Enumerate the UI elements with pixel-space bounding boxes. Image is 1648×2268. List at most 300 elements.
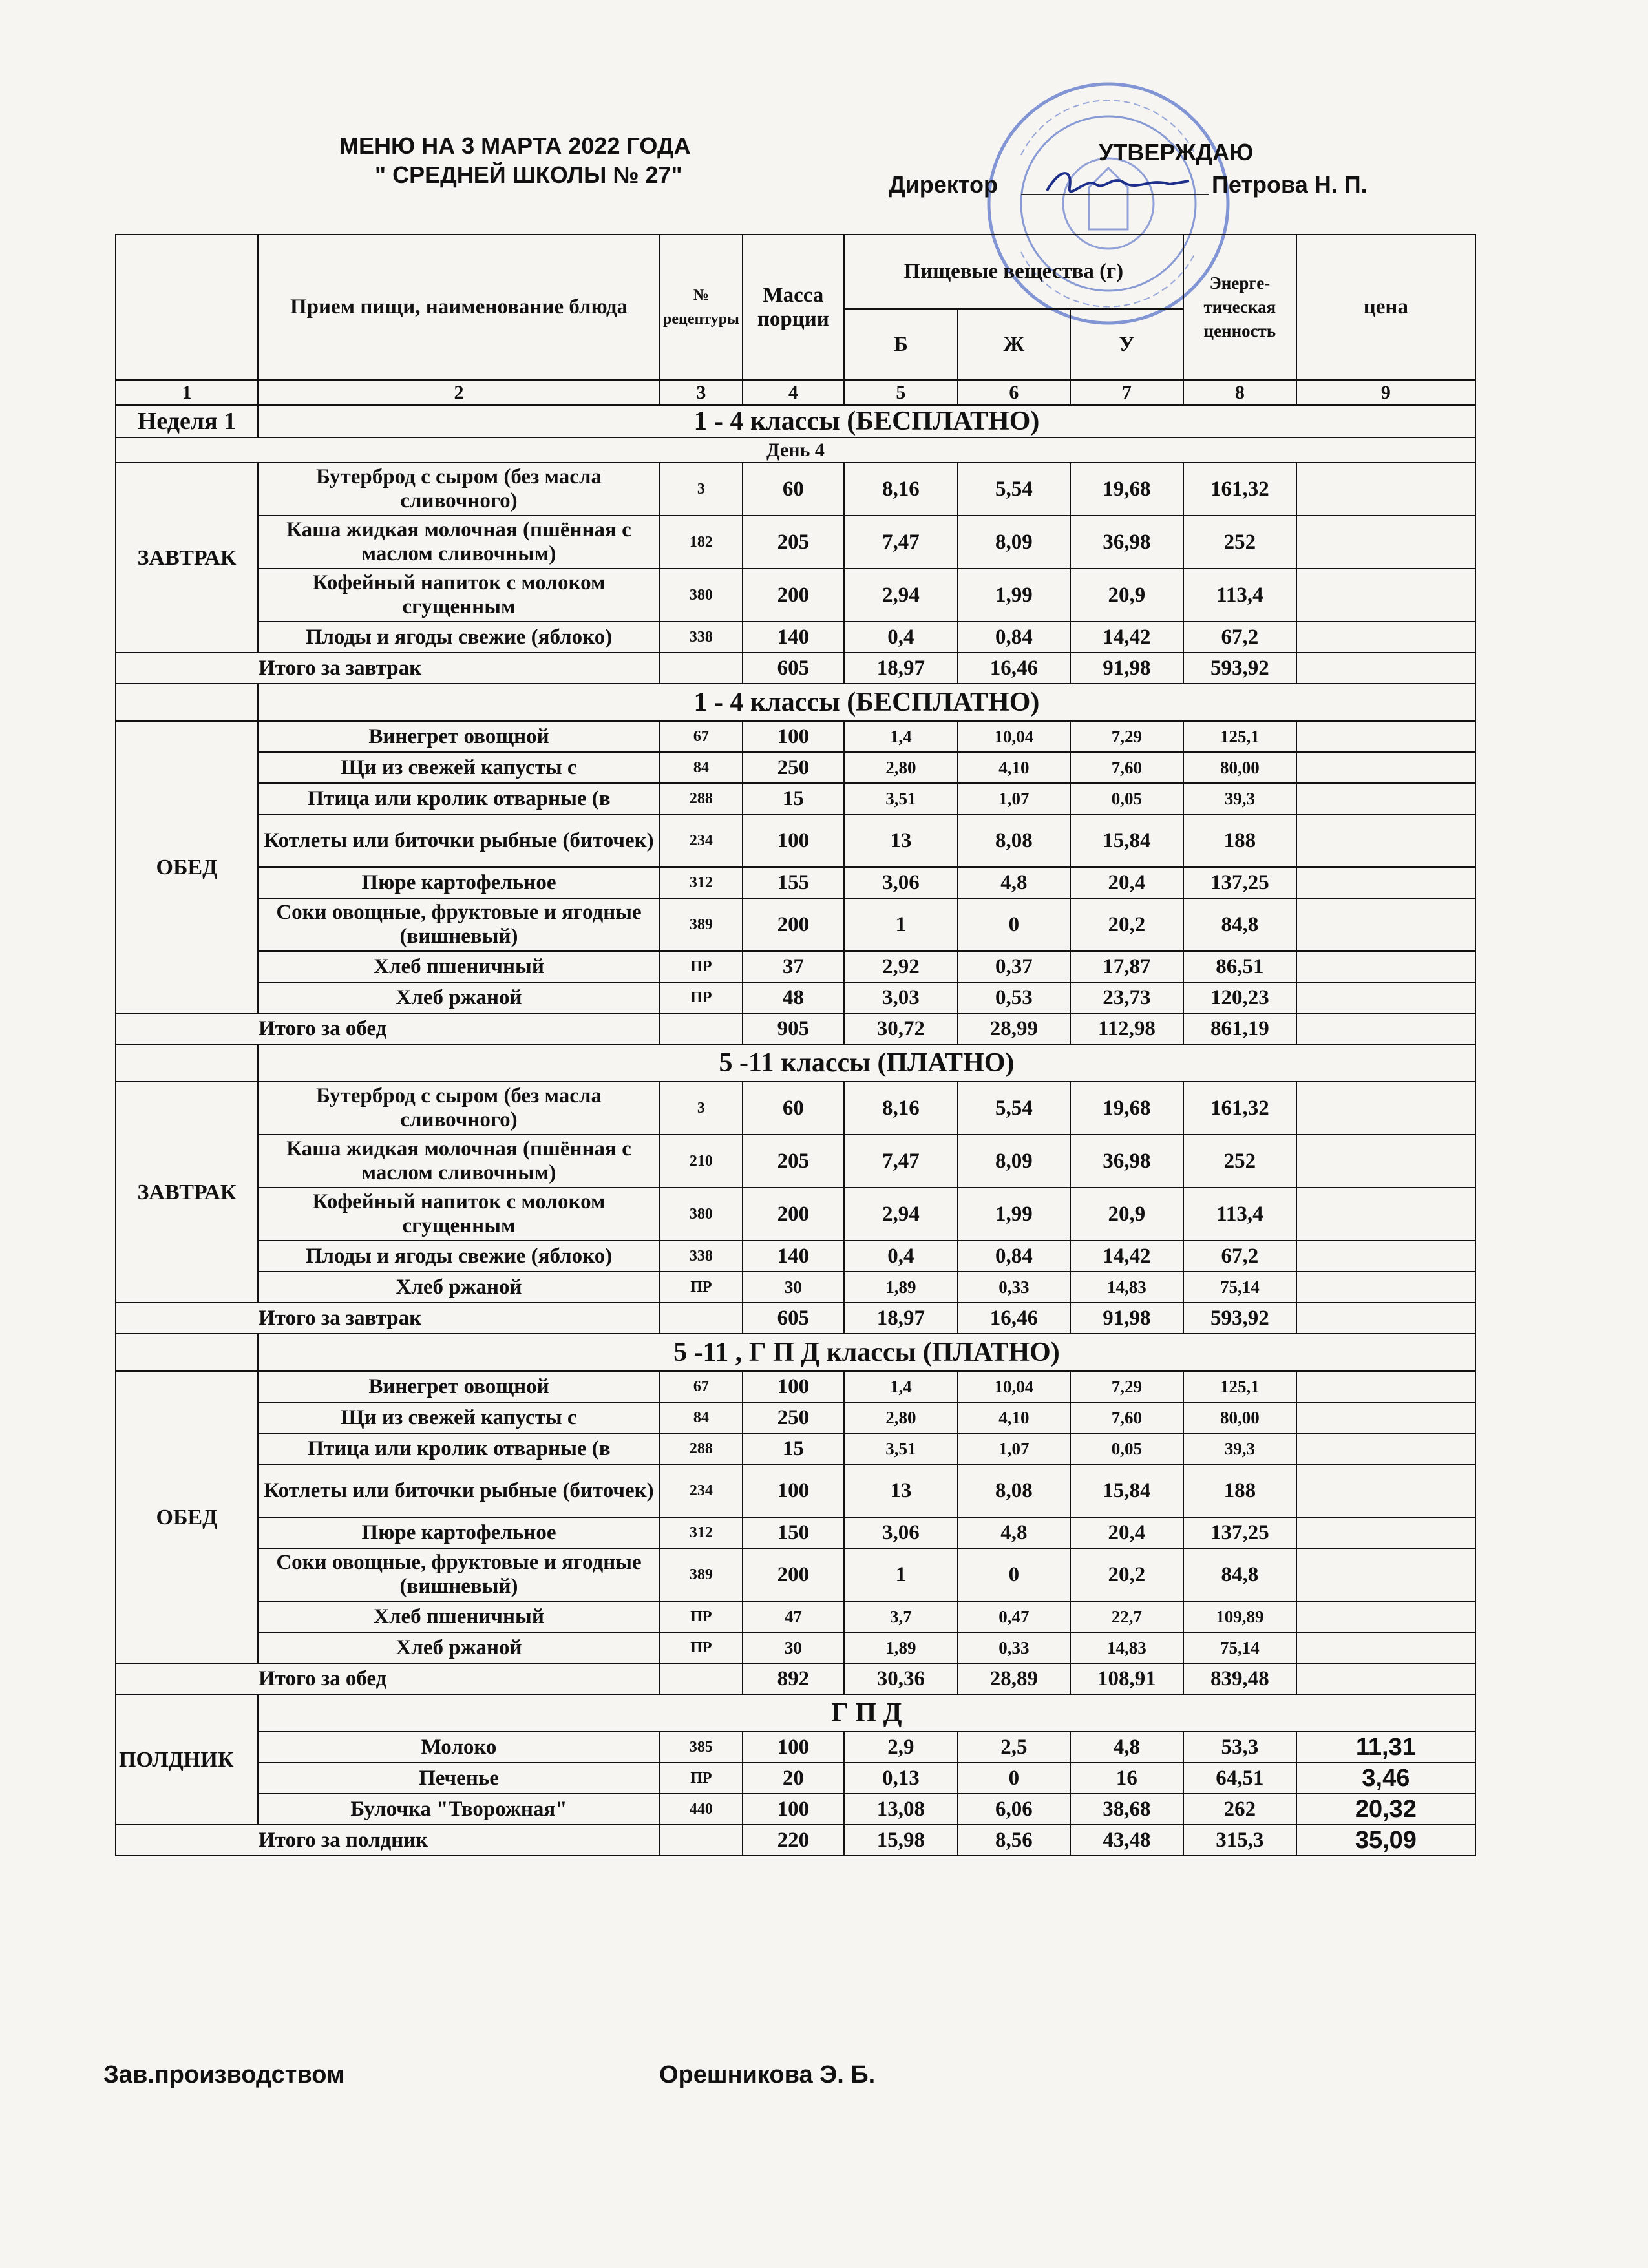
protein-value: 0,13 — [844, 1763, 958, 1794]
dish-mass: 100 — [743, 1371, 844, 1402]
dish-mass: 140 — [743, 622, 844, 653]
fat-value: 10,04 — [958, 1371, 1070, 1402]
fat-value: 1,07 — [958, 783, 1070, 814]
recipe-number: ПР — [660, 1601, 743, 1632]
dish-mass: 15 — [743, 783, 844, 814]
section-title: 5 -11 , Г П Д классы (ПЛАТНО) — [258, 1334, 1475, 1371]
price-value: 20,32 — [1296, 1794, 1475, 1825]
fat-value: 2,5 — [958, 1732, 1070, 1763]
total-recipe-blank — [660, 1303, 743, 1334]
dish-name: Котлеты или биточки рыбные (биточек) — [258, 814, 660, 867]
fat-value: 10,04 — [958, 721, 1070, 752]
column-number: 7 — [1070, 380, 1183, 405]
total-fat: 28,99 — [958, 1013, 1070, 1044]
footer-signatory: Орешникова Э. Б. — [659, 2061, 876, 2088]
carb-value: 20,4 — [1070, 867, 1183, 898]
dish-name: Кофейный напиток с молоком сгущенным — [258, 1188, 660, 1241]
energy-value: 67,2 — [1183, 1241, 1296, 1272]
carb-value: 15,84 — [1070, 1464, 1183, 1517]
dish-mass: 20 — [743, 1763, 844, 1794]
price-value — [1296, 569, 1475, 622]
fat-value: 1,99 — [958, 1188, 1070, 1241]
footer-position: Зав.производством — [103, 2061, 345, 2088]
price-value — [1296, 814, 1475, 867]
carb-value: 36,98 — [1070, 516, 1183, 569]
total-label: Итого за завтрак — [116, 1303, 660, 1334]
approve-label: УТВЕРЖДАЮ — [1099, 139, 1254, 165]
carb-value: 0,05 — [1070, 783, 1183, 814]
fat-value: 8,09 — [958, 1135, 1070, 1188]
recipe-number: 288 — [660, 1433, 743, 1464]
price-value — [1296, 783, 1475, 814]
total-carb: 112,98 — [1070, 1013, 1183, 1044]
dish-mass: 200 — [743, 1548, 844, 1601]
energy-value: 161,32 — [1183, 463, 1296, 516]
protein-value: 0,4 — [844, 1241, 958, 1272]
carb-value: 14,83 — [1070, 1272, 1183, 1303]
total-protein: 15,98 — [844, 1825, 958, 1856]
carb-value: 20,2 — [1070, 898, 1183, 951]
total-energy: 315,3 — [1183, 1825, 1296, 1856]
price-value — [1296, 867, 1475, 898]
total-carb: 43,48 — [1070, 1825, 1183, 1856]
energy-value: 161,32 — [1183, 1082, 1296, 1135]
dish-name: Пюре картофельное — [258, 1517, 660, 1548]
energy-value: 188 — [1183, 814, 1296, 867]
recipe-number: 338 — [660, 1241, 743, 1272]
column-number: 4 — [743, 380, 844, 405]
column-number: 2 — [258, 380, 660, 405]
protein-value: 1,89 — [844, 1632, 958, 1663]
carb-value: 20,9 — [1070, 569, 1183, 622]
section-blank-cell — [116, 1044, 258, 1082]
carb-value: 19,68 — [1070, 1082, 1183, 1135]
price-value — [1296, 1082, 1475, 1135]
recipe-number: 312 — [660, 867, 743, 898]
recipe-number: 338 — [660, 622, 743, 653]
total-recipe-blank — [660, 1663, 743, 1694]
fat-value: 8,08 — [958, 814, 1070, 867]
recipe-number: ПР — [660, 1632, 743, 1663]
energy-value: 53,3 — [1183, 1732, 1296, 1763]
recipe-number: 440 — [660, 1794, 743, 1825]
recipe-number: 389 — [660, 1548, 743, 1601]
column-number: 8 — [1183, 380, 1296, 405]
fat-value: 5,54 — [958, 1082, 1070, 1135]
carb-value: 36,98 — [1070, 1135, 1183, 1188]
day-label: День 4 — [116, 437, 1475, 463]
dish-name: Щи из свежей капусты с — [258, 1402, 660, 1433]
fat-value: 4,10 — [958, 752, 1070, 783]
total-mass: 220 — [743, 1825, 844, 1856]
meal-label: ЗАВТРАК — [116, 463, 258, 653]
director-name: Петрова Н. П. — [1212, 171, 1368, 198]
energy-value: 109,89 — [1183, 1601, 1296, 1632]
protein-value: 2,9 — [844, 1732, 958, 1763]
total-price — [1296, 1663, 1475, 1694]
dish-name: Молоко — [258, 1732, 660, 1763]
fat-value: 1,07 — [958, 1433, 1070, 1464]
energy-value: 262 — [1183, 1794, 1296, 1825]
recipe-number: 3 — [660, 463, 743, 516]
total-recipe-blank — [660, 1013, 743, 1044]
dish-name: Щи из свежей капусты с — [258, 752, 660, 783]
col-meal-header: Прием пищи, наименование блюда — [258, 235, 660, 380]
fat-value: 0,37 — [958, 951, 1070, 982]
dish-mass: 155 — [743, 867, 844, 898]
protein-value: 3,51 — [844, 1433, 958, 1464]
dish-mass: 100 — [743, 1464, 844, 1517]
recipe-number: 182 — [660, 516, 743, 569]
carb-value: 23,73 — [1070, 982, 1183, 1013]
dish-mass: 100 — [743, 814, 844, 867]
fat-value: 5,54 — [958, 463, 1070, 516]
school-name: " СРЕДНЕЙ ШКОЛЫ № 27" — [375, 162, 682, 188]
dish-name: Хлеб ржаной — [258, 1272, 660, 1303]
dish-mass: 205 — [743, 516, 844, 569]
dish-name: Соки овощные, фруктовые и ягодные (вишневый) — [258, 898, 660, 951]
recipe-number: 84 — [660, 752, 743, 783]
col-energy-header: Энерге-тическая ценность — [1183, 235, 1296, 380]
protein-value: 3,06 — [844, 867, 958, 898]
section-title: 1 - 4 классы (БЕСПЛАТНО) — [258, 684, 1475, 721]
energy-value: 86,51 — [1183, 951, 1296, 982]
fat-value: 0 — [958, 898, 1070, 951]
col-recipe-header: № рецептуры — [660, 235, 743, 380]
price-value — [1296, 1632, 1475, 1663]
energy-value: 75,14 — [1183, 1632, 1296, 1663]
fat-value: 0,84 — [958, 1241, 1070, 1272]
total-mass: 892 — [743, 1663, 844, 1694]
total-energy: 839,48 — [1183, 1663, 1296, 1694]
carb-value: 4,8 — [1070, 1732, 1183, 1763]
dish-name: Каша жидкая молочная (пшённая с маслом сливочным) — [258, 1135, 660, 1188]
dish-name: Булочка "Творожная" — [258, 1794, 660, 1825]
col-nutrients-header: Пищевые вещества (г) — [844, 235, 1183, 309]
recipe-number: 234 — [660, 814, 743, 867]
meal-label: ОБЕД — [116, 721, 258, 1013]
dish-mass: 150 — [743, 1517, 844, 1548]
energy-value: 64,51 — [1183, 1763, 1296, 1794]
recipe-number: ПР — [660, 951, 743, 982]
energy-value: 137,25 — [1183, 1517, 1296, 1548]
dish-name: Винегрет овощной — [258, 1371, 660, 1402]
total-label: Итого за обед — [116, 1013, 660, 1044]
dish-mass: 15 — [743, 1433, 844, 1464]
protein-value: 1 — [844, 1548, 958, 1601]
dish-name: Хлеб ржаной — [258, 982, 660, 1013]
fat-value: 0 — [958, 1763, 1070, 1794]
fat-value: 0,53 — [958, 982, 1070, 1013]
dish-name: Хлеб пшеничный — [258, 1601, 660, 1632]
column-number: 5 — [844, 380, 958, 405]
price-value — [1296, 982, 1475, 1013]
recipe-number: 380 — [660, 569, 743, 622]
menu-title: МЕНЮ НА 3 МАРТА 2022 ГОДА — [339, 132, 691, 159]
recipe-number: ПР — [660, 982, 743, 1013]
carb-value: 16 — [1070, 1763, 1183, 1794]
dish-name: Каша жидкая молочная (пшённая с маслом сливочным) — [258, 516, 660, 569]
column-number: 9 — [1296, 380, 1475, 405]
price-value — [1296, 1188, 1475, 1241]
energy-value: 67,2 — [1183, 622, 1296, 653]
fat-value: 4,8 — [958, 1517, 1070, 1548]
protein-value: 13 — [844, 814, 958, 867]
dish-name: Кофейный напиток с молоком сгущенным — [258, 569, 660, 622]
week-label: Неделя 1 — [116, 405, 258, 437]
recipe-number: 67 — [660, 721, 743, 752]
carb-value: 0,05 — [1070, 1433, 1183, 1464]
column-number: 6 — [958, 380, 1070, 405]
price-value — [1296, 463, 1475, 516]
section-title: 1 - 4 классы (БЕСПЛАТНО) — [258, 405, 1475, 437]
dish-mass: 30 — [743, 1272, 844, 1303]
price-value — [1296, 1601, 1475, 1632]
total-carb: 91,98 — [1070, 653, 1183, 684]
fat-value: 0,33 — [958, 1632, 1070, 1663]
total-fat: 8,56 — [958, 1825, 1070, 1856]
total-protein: 18,97 — [844, 653, 958, 684]
total-price — [1296, 1303, 1475, 1334]
price-value — [1296, 1371, 1475, 1402]
carb-value: 14,83 — [1070, 1632, 1183, 1663]
price-value — [1296, 1433, 1475, 1464]
dish-mass: 30 — [743, 1632, 844, 1663]
dish-mass: 60 — [743, 1082, 844, 1135]
protein-value: 2,94 — [844, 569, 958, 622]
carb-value: 20,2 — [1070, 1548, 1183, 1601]
total-label: Итого за обед — [116, 1663, 660, 1694]
energy-value: 84,8 — [1183, 1548, 1296, 1601]
protein-value: 2,92 — [844, 951, 958, 982]
dish-mass: 100 — [743, 1794, 844, 1825]
price-value — [1296, 622, 1475, 653]
recipe-number: 380 — [660, 1188, 743, 1241]
protein-value: 3,51 — [844, 783, 958, 814]
fat-value: 6,06 — [958, 1794, 1070, 1825]
protein-value: 1,89 — [844, 1272, 958, 1303]
dish-name: Птица или кролик отварные (в — [258, 1433, 660, 1464]
total-recipe-blank — [660, 653, 743, 684]
protein-value: 2,80 — [844, 1402, 958, 1433]
total-energy: 593,92 — [1183, 1303, 1296, 1334]
protein-value: 8,16 — [844, 463, 958, 516]
total-mass: 605 — [743, 1303, 844, 1334]
price-value — [1296, 752, 1475, 783]
column-number: 3 — [660, 380, 743, 405]
menu-table — [115, 234, 1476, 1856]
recipe-number: 210 — [660, 1135, 743, 1188]
energy-value: 137,25 — [1183, 867, 1296, 898]
recipe-number: 385 — [660, 1732, 743, 1763]
energy-value: 75,14 — [1183, 1272, 1296, 1303]
energy-value: 252 — [1183, 516, 1296, 569]
total-fat: 16,46 — [958, 653, 1070, 684]
signature-line — [1021, 194, 1209, 195]
price-value — [1296, 1402, 1475, 1433]
total-protein: 30,72 — [844, 1013, 958, 1044]
fat-value: 8,09 — [958, 516, 1070, 569]
protein-value: 1,4 — [844, 721, 958, 752]
carb-value: 7,60 — [1070, 752, 1183, 783]
col-mass-header: Масса порции — [743, 235, 844, 380]
meal-label: ПОЛДНИК — [116, 1694, 258, 1825]
dish-name: Плоды и ягоды свежие (яблоко) — [258, 1241, 660, 1272]
protein-value: 7,47 — [844, 1135, 958, 1188]
header-blank-cell — [116, 235, 258, 380]
total-label: Итого за полдник — [116, 1825, 660, 1856]
dish-mass: 200 — [743, 569, 844, 622]
section-blank-cell — [116, 1334, 258, 1371]
total-recipe-blank — [660, 1825, 743, 1856]
carb-value: 15,84 — [1070, 814, 1183, 867]
total-protein: 18,97 — [844, 1303, 958, 1334]
energy-value: 39,3 — [1183, 1433, 1296, 1464]
section-title: Г П Д — [258, 1694, 1475, 1732]
energy-value: 84,8 — [1183, 898, 1296, 951]
energy-value: 113,4 — [1183, 1188, 1296, 1241]
col-zh-header: Ж — [958, 309, 1070, 380]
total-fat: 28,89 — [958, 1663, 1070, 1694]
price-value: 11,31 — [1296, 1732, 1475, 1763]
protein-value: 0,4 — [844, 622, 958, 653]
col-price-header: цена — [1296, 235, 1475, 380]
dish-name: Плоды и ягоды свежие (яблоко) — [258, 622, 660, 653]
fat-value: 4,10 — [958, 1402, 1070, 1433]
protein-value: 13 — [844, 1464, 958, 1517]
carb-value: 19,68 — [1070, 463, 1183, 516]
total-energy: 593,92 — [1183, 653, 1296, 684]
meal-label: ЗАВТРАК — [116, 1082, 258, 1303]
fat-value: 0,33 — [958, 1272, 1070, 1303]
protein-value: 13,08 — [844, 1794, 958, 1825]
energy-value: 188 — [1183, 1464, 1296, 1517]
fat-value: 0 — [958, 1548, 1070, 1601]
meal-label: ОБЕД — [116, 1371, 258, 1663]
protein-value: 3,06 — [844, 1517, 958, 1548]
price-value — [1296, 1517, 1475, 1548]
price-value — [1296, 951, 1475, 982]
dish-mass: 205 — [743, 1135, 844, 1188]
protein-value: 2,80 — [844, 752, 958, 783]
price-value — [1296, 1548, 1475, 1601]
protein-value: 7,47 — [844, 516, 958, 569]
total-protein: 30,36 — [844, 1663, 958, 1694]
energy-value: 125,1 — [1183, 1371, 1296, 1402]
price-value — [1296, 1272, 1475, 1303]
fat-value: 1,99 — [958, 569, 1070, 622]
price-value — [1296, 1135, 1475, 1188]
total-energy: 861,19 — [1183, 1013, 1296, 1044]
total-fat: 16,46 — [958, 1303, 1070, 1334]
recipe-number: ПР — [660, 1763, 743, 1794]
price-value — [1296, 721, 1475, 752]
carb-value: 14,42 — [1070, 1241, 1183, 1272]
dish-mass: 100 — [743, 721, 844, 752]
total-label: Итого за завтрак — [116, 653, 660, 684]
price-value — [1296, 1241, 1475, 1272]
dish-mass: 250 — [743, 752, 844, 783]
carb-value: 17,87 — [1070, 951, 1183, 982]
dish-name: Бутерброд с сыром (без масла сливочного) — [258, 463, 660, 516]
column-number: 1 — [116, 380, 258, 405]
dish-name: Винегрет овощной — [258, 721, 660, 752]
carb-value: 38,68 — [1070, 1794, 1183, 1825]
protein-value: 8,16 — [844, 1082, 958, 1135]
section-blank-cell — [116, 684, 258, 721]
price-value — [1296, 1464, 1475, 1517]
col-b-header: Б — [844, 309, 958, 380]
carb-value: 20,4 — [1070, 1517, 1183, 1548]
dish-name: Пюре картофельное — [258, 867, 660, 898]
recipe-number: 3 — [660, 1082, 743, 1135]
fat-value: 0,47 — [958, 1601, 1070, 1632]
director-signature — [1041, 165, 1196, 204]
recipe-number: 288 — [660, 783, 743, 814]
fat-value: 8,08 — [958, 1464, 1070, 1517]
price-value — [1296, 516, 1475, 569]
dish-mass: 37 — [743, 951, 844, 982]
recipe-number: 67 — [660, 1371, 743, 1402]
dish-name: Хлеб ржаной — [258, 1632, 660, 1663]
protein-value: 3,7 — [844, 1601, 958, 1632]
protein-value: 1,4 — [844, 1371, 958, 1402]
recipe-number: 234 — [660, 1464, 743, 1517]
carb-value: 7,60 — [1070, 1402, 1183, 1433]
col-u-header: У — [1070, 309, 1183, 380]
carb-value: 7,29 — [1070, 1371, 1183, 1402]
dish-name: Птица или кролик отварные (в — [258, 783, 660, 814]
energy-value: 39,3 — [1183, 783, 1296, 814]
energy-value: 120,23 — [1183, 982, 1296, 1013]
dish-name: Бутерброд с сыром (без масла сливочного) — [258, 1082, 660, 1135]
carb-value: 7,29 — [1070, 721, 1183, 752]
dish-name: Печенье — [258, 1763, 660, 1794]
recipe-number: 389 — [660, 898, 743, 951]
protein-value: 2,94 — [844, 1188, 958, 1241]
dish-name: Котлеты или биточки рыбные (биточек) — [258, 1464, 660, 1517]
recipe-number: 312 — [660, 1517, 743, 1548]
protein-value: 3,03 — [844, 982, 958, 1013]
dish-mass: 200 — [743, 1188, 844, 1241]
total-mass: 605 — [743, 653, 844, 684]
carb-value: 14,42 — [1070, 622, 1183, 653]
total-price: 35,09 — [1296, 1825, 1475, 1856]
dish-mass: 48 — [743, 982, 844, 1013]
total-price — [1296, 653, 1475, 684]
total-price — [1296, 1013, 1475, 1044]
dish-name: Хлеб пшеничный — [258, 951, 660, 982]
dish-mass: 47 — [743, 1601, 844, 1632]
dish-mass: 200 — [743, 898, 844, 951]
total-carb: 108,91 — [1070, 1663, 1183, 1694]
fat-value: 0,84 — [958, 622, 1070, 653]
energy-value: 80,00 — [1183, 752, 1296, 783]
price-value: 3,46 — [1296, 1763, 1475, 1794]
director-label: Директор — [889, 171, 998, 198]
fat-value: 4,8 — [958, 867, 1070, 898]
dish-mass: 250 — [743, 1402, 844, 1433]
protein-value: 1 — [844, 898, 958, 951]
recipe-number: ПР — [660, 1272, 743, 1303]
energy-value: 80,00 — [1183, 1402, 1296, 1433]
price-value — [1296, 898, 1475, 951]
recipe-number: 84 — [660, 1402, 743, 1433]
energy-value: 125,1 — [1183, 721, 1296, 752]
carb-value: 22,7 — [1070, 1601, 1183, 1632]
total-mass: 905 — [743, 1013, 844, 1044]
carb-value: 20,9 — [1070, 1188, 1183, 1241]
